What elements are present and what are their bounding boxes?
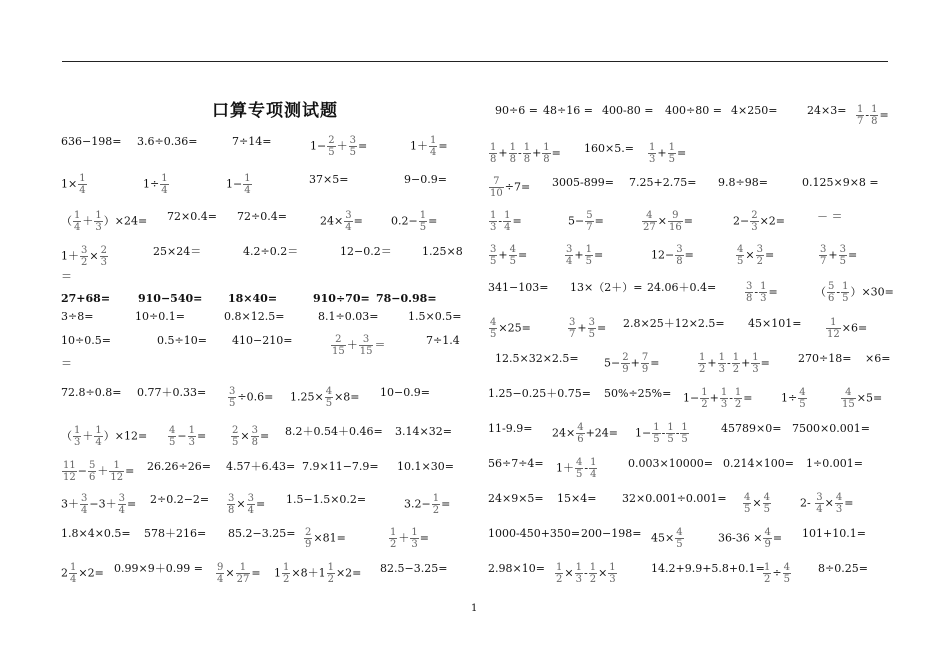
fraction: $\frac{5}{6}$ (88, 460, 96, 483)
exercise-item: 8.1÷0.03= (318, 310, 379, 323)
fraction: $\frac{3}{5}$ (839, 244, 846, 267)
fraction: $\frac{4}{5}$ (509, 244, 516, 267)
fraction: $\frac{1}{3}$ (74, 425, 81, 448)
exercise-item: $\frac{1}{2}$ × $\frac{1}{3}$ - $\frac{1}{2}$ × $\frac{1}{3}$ (556, 562, 616, 585)
exercise-item: 0.99×9＋0.99 = (114, 562, 203, 575)
fraction: $\frac{4}{5}$ (576, 457, 583, 480)
exercise-item: 12−0.2＝ (340, 245, 392, 258)
exercise-item: 0.8×12.5= (224, 310, 285, 323)
exercise-item: 1.25−0.25＋0.75= (488, 387, 591, 400)
exercise-item: － ＝ (817, 210, 843, 223)
exercise-item: 25×24＝ (153, 245, 202, 258)
exercise-item: 45× $\frac{4}{5}$ (651, 527, 683, 550)
exercise-item: 18×40= (228, 292, 278, 305)
exercise-item: $\frac{1}{3}$ - $\frac{1}{4}$ = (490, 210, 522, 233)
fraction: $\frac{4}{5}$ (763, 492, 770, 515)
fraction: $\frac{4}{6}$ (577, 422, 584, 445)
exercise-item: 200−198= (581, 527, 642, 540)
exercise-item: $\frac{3}{5}$ + $\frac{4}{5}$ = (490, 244, 528, 267)
exercise-item: $\frac{1}{2}$ ÷ $\frac{4}{5}$ (764, 562, 790, 585)
exercise-item: $\frac{1}{7}$ - $\frac{1}{8}$ = (857, 104, 889, 127)
exercise-item: 400-80 = (602, 104, 654, 117)
fraction: $\frac{3}{8}$ (228, 493, 235, 516)
fraction: $\frac{3}{7}$ (569, 317, 576, 340)
fraction: $\frac{3}{4}$ (816, 492, 823, 515)
exercise-item: 24× $\frac{3}{4}$ = (320, 210, 363, 233)
fraction: $\frac{4}{5}$ (744, 492, 751, 515)
exercise-item: $\frac{2}{9}$ ×81= (305, 527, 346, 550)
fraction: $\frac{1}{12}$ (827, 317, 840, 340)
fraction: $\frac{1}{2}$ (556, 562, 563, 585)
exercise-item: 3.2− $\frac{1}{2}$ = (404, 493, 451, 516)
exercise-item: 37×5= (309, 173, 349, 186)
exercise-item: 10÷0.1= (135, 310, 185, 323)
fraction: $\frac{3}{4}$ (566, 244, 573, 267)
exercise-item: $\frac{3}{7}$ + $\frac{3}{5}$ = (820, 244, 858, 267)
exercise-item: 1000-450+350= (488, 527, 581, 540)
fraction: $\frac{1}{5}$ (681, 422, 688, 445)
page-title: 口算专项测试题 (212, 101, 338, 121)
exercise-item: 10−0.9= (380, 386, 430, 399)
exercise-item: $\frac{3}{8}$ × $\frac{3}{4}$ = (228, 493, 266, 516)
exercise-item: 1÷ $\frac{1}{4}$ (143, 173, 168, 196)
fraction: $\frac{3}{7}$ (820, 244, 827, 267)
exercise-item: 1− $\frac{1}{4}$ (226, 173, 251, 196)
fraction: $\frac{1}{8}$ (543, 142, 550, 165)
exercise-item: 36-36 × $\frac{4}{9}$ = (718, 527, 783, 550)
exercise-item: ＝ (61, 270, 72, 283)
exercise-item: 1.5−1.5×0.2= (286, 493, 367, 506)
fraction: $\frac{5}{6}$ (828, 281, 835, 304)
exercise-item: 10÷0.5= (61, 334, 111, 347)
fraction: $\frac{1}{2}$ (283, 562, 290, 585)
exercise-item: 4×250= (731, 104, 778, 117)
exercise-item: 3005-899= (552, 176, 614, 189)
fraction: $\frac{1}{2}$ (764, 562, 771, 585)
fraction: $\frac{3}{4}$ (118, 493, 125, 516)
fraction: $\frac{3}{4}$ (81, 493, 88, 516)
exercise-item: $\frac{11}{12}$ − $\frac{5}{6}$ ＋ $\frac{1}{12}$ = (63, 460, 135, 483)
exercise-item: $\frac{3}{5}$ ÷0.6= (229, 386, 274, 409)
exercise-item: 9−0.9= (404, 173, 447, 186)
fraction: $\frac{1}{2}$ (699, 352, 706, 375)
fraction: $\frac{1}{3}$ (752, 352, 759, 375)
exercise-item: 45789×0= (721, 422, 782, 435)
exercise-item: 10.1×30= (397, 460, 454, 473)
exercise-item: 1.25×8 (422, 245, 463, 258)
exercise-item: 341−103= (488, 281, 549, 294)
exercise-item: 13×（2＋）= (570, 281, 643, 294)
fraction: $\frac{9}{4}$ (217, 562, 224, 585)
fraction: $\frac{1}{3}$ (411, 527, 418, 550)
exercise-item: 72×0.4= (167, 210, 217, 223)
exercise-item: 15×4= (557, 492, 597, 505)
exercise-item: $\frac{3}{7}$ + $\frac{3}{5}$ = (569, 317, 607, 340)
exercise-item: 2- $\frac{3}{4}$ × $\frac{4}{3}$ = (800, 492, 854, 515)
exercise-item: 7÷1.4 (426, 334, 460, 347)
exercise-item: 160×5.= (584, 142, 634, 155)
exercise-item: 3.6÷0.36= (137, 135, 198, 148)
exercise-item: 910÷70= (313, 292, 370, 305)
exercise-item: $\frac{4}{27}$ × $\frac{9}{16}$ = (643, 210, 693, 233)
exercise-item: 90÷6 = (495, 104, 538, 117)
exercise-item: 2.8×25＋12×2.5= (623, 317, 725, 330)
exercise-item: 14.2+9.9+5.8+0.1= (651, 562, 765, 575)
fraction: $\frac{4}{9}$ (764, 527, 771, 550)
fraction: $\frac{4}{5}$ (169, 425, 176, 448)
fraction: $\frac{1}{3}$ (760, 281, 767, 304)
exercise-item: 50%÷25%= (604, 387, 672, 400)
fraction: $\frac{1}{2}$ (390, 527, 397, 550)
fraction: $\frac{1}{5}$ (585, 244, 592, 267)
fraction: $\frac{1}{4}$ (504, 210, 511, 233)
fraction: $\frac{1}{4}$ (590, 457, 597, 480)
exercise-item: $\frac{3}{4}$ + $\frac{1}{5}$ = (566, 244, 604, 267)
exercise-item: 24.06＋0.4= (647, 281, 717, 294)
fraction: $\frac{4}{5}$ (799, 387, 806, 410)
page-number: 1 (471, 603, 478, 614)
exercise-item: 72.8÷0.8= (61, 386, 122, 399)
fraction: $\frac{1}{7}$ (857, 104, 864, 127)
fraction: $\frac{2}{3}$ (751, 210, 758, 233)
exercise-item: $\frac{2}{5}$ × $\frac{3}{8}$ = (232, 425, 270, 448)
fraction: $\frac{1}{4}$ (430, 135, 437, 158)
exercise-item: 24×9×5= (488, 492, 544, 505)
fraction: $\frac{1}{3}$ (188, 425, 195, 448)
exercise-item: $\frac{9}{4}$ × $\frac{1}{27}$ = (217, 562, 261, 585)
exercise-item: 24× $\frac{4}{6}$ +24= (552, 422, 619, 445)
exercise-item: 9.8÷98= (718, 176, 768, 189)
exercise-item: 101+10.1= (802, 527, 866, 540)
fraction: $\frac{1}{2}$ (701, 387, 708, 410)
exercise-item: 0.125×9×8 = (802, 176, 879, 189)
fraction: $\frac{1}{5}$ (419, 210, 427, 233)
exercise-item: 1− $\frac{1}{2}$ + $\frac{1}{3}$ - $\frac{1}{2}$ = (683, 387, 753, 410)
exercise-item: $\frac{1}{12}$ ×6= (827, 317, 868, 340)
fraction: $\frac{1}{5}$ (653, 422, 660, 445)
fraction: $\frac{2}{9}$ (305, 527, 312, 550)
exercise-item: 11-9.9= (488, 422, 533, 435)
header-rule (62, 61, 888, 62)
fraction: $\frac{4}{3}$ (835, 492, 843, 515)
exercise-item: 7.9×11−7.9= (302, 460, 379, 473)
exercise-item: $\frac{4}{5}$ × $\frac{4}{5}$ (744, 492, 770, 515)
fraction: $\frac{1}{8}$ (523, 142, 531, 165)
fraction: $\frac{7}{9}$ (641, 352, 649, 375)
fraction: $\frac{1}{3}$ (490, 210, 497, 233)
exercise-item: 2.98×10= (488, 562, 545, 575)
exercise-item: 12− $\frac{3}{8}$ = (651, 244, 694, 267)
exercise-item: 270÷18= (798, 352, 852, 365)
exercise-item: 24×3= (807, 104, 847, 117)
exercise-item: 72÷0.4= (237, 210, 287, 223)
exercise-item: 0.214×100= (723, 457, 794, 470)
exercise-item: 0.5÷10= (157, 334, 207, 347)
fraction: $\frac{3}{2}$ (81, 245, 88, 268)
exercise-item: 636−198= (61, 135, 122, 148)
fraction: $\frac{3}{8}$ (251, 425, 258, 448)
exercise-item: 1＋ $\frac{1}{4}$ = (410, 135, 448, 158)
fraction: $\frac{4}{5}$ (783, 562, 790, 585)
exercise-item: $\frac{4}{5}$ − $\frac{1}{3}$ = (169, 425, 207, 448)
fraction: $\frac{1}{4}$ (161, 173, 168, 196)
fraction: $\frac{3}{5}$ (588, 317, 595, 340)
exercise-item: 1 $\frac{1}{2}$ ×8＋1 $\frac{1}{2}$ ×2= (274, 562, 362, 585)
exercise-item: 1× $\frac{1}{4}$ (61, 173, 86, 196)
exercise-item: 1.5×0.5= (408, 310, 462, 323)
exercise-item: 1÷ $\frac{4}{5}$ (781, 387, 806, 410)
exercise-item: 410−210= (232, 334, 293, 347)
exercise-item: $\frac{1}{3}$ + $\frac{1}{5}$ = (649, 142, 687, 165)
fraction: $\frac{11}{12}$ (63, 460, 76, 483)
exercise-item: 45×101= (748, 317, 802, 330)
fraction: $\frac{1}{5}$ (668, 142, 675, 165)
exercise-item: 1− $\frac{1}{5}$ - $\frac{1}{5}$ - $\frac{1}{5}$ (635, 422, 688, 445)
fraction: $\frac{3}{8}$ (746, 281, 753, 304)
exercise-item: （ $\frac{5}{6}$ - $\frac{1}{5}$ ）×30= (815, 281, 894, 304)
exercise-item: 2÷0.2−2= (150, 493, 210, 506)
fraction: $\frac{4}{5}$ (490, 317, 497, 340)
fraction: $\frac{4}{5}$ (676, 527, 683, 550)
exercise-item: 26.26÷26= (147, 460, 211, 473)
exercise-item: 7÷14= (232, 135, 272, 148)
exercise-item: ＝ (61, 357, 72, 370)
fraction: $\frac{2}{5}$ (232, 425, 239, 448)
fraction: $\frac{1}{27}$ (236, 562, 250, 585)
exercise-item: 32×0.001÷0.001= (622, 492, 727, 505)
fraction: $\frac{1}{3}$ (649, 142, 656, 165)
fraction: $\frac{1}{8}$ (490, 142, 497, 165)
exercise-item: $\frac{1}{2}$ + $\frac{1}{3}$ - $\frac{1}{2}$ + $\frac{1}{3}$ = (699, 352, 770, 375)
fraction: $\frac{3}{4}$ (247, 493, 254, 516)
fraction: $\frac{4}{27}$ (643, 210, 656, 233)
exercise-item: 3.14×32= (395, 425, 452, 438)
fraction: $\frac{1}{8}$ (871, 104, 878, 127)
fraction: $\frac{1}{3}$ (95, 210, 102, 233)
exercise-item: $\frac{2}{15}$ ＋ $\frac{3}{15}$ ＝ (332, 334, 386, 357)
exercise-item: 1÷0.001= (806, 457, 863, 470)
exercise-item: 400÷80 = (665, 104, 722, 117)
fraction: $\frac{1}{4}$ (74, 210, 81, 233)
exercise-item: 12.5×32×2.5= (495, 352, 579, 365)
exercise-item: 5− $\frac{5}{7}$ = (568, 210, 604, 233)
fraction: $\frac{3}{8}$ (676, 244, 683, 267)
fraction: $\frac{1}{5}$ (667, 422, 674, 445)
fraction: $\frac{5}{7}$ (586, 210, 593, 233)
fraction: $\frac{7}{10}$ (490, 176, 503, 199)
exercise-item: $\frac{4}{5}$ × $\frac{3}{2}$ = (737, 244, 775, 267)
fraction: $\frac{1}{4}$ (95, 425, 102, 448)
fraction: $\frac{2}{5}$ (328, 135, 335, 158)
exercise-item: 4.2÷0.2＝ (243, 245, 299, 258)
exercise-item: 2 $\frac{1}{4}$ ×2= (61, 562, 104, 585)
exercise-item: 27+68= (61, 292, 111, 305)
exercise-item: 5− $\frac{2}{9}$ + $\frac{7}{9}$ = (604, 352, 660, 375)
exercise-item: $\frac{7}{10}$ ÷7= (490, 176, 531, 199)
exercise-item: 82.5−3.25= (380, 562, 448, 575)
fraction: $\frac{3}{4}$ (345, 210, 352, 233)
exercise-item: 7500×0.001= (792, 422, 870, 435)
fraction: $\frac{2}{9}$ (622, 352, 629, 375)
exercise-item: 1＋ $\frac{4}{5}$ - $\frac{1}{4}$ (556, 457, 597, 480)
fraction: $\frac{4}{15}$ (842, 387, 855, 410)
fraction: $\frac{1}{4}$ (70, 562, 77, 585)
exercise-item: 1− $\frac{2}{5}$ ＋ $\frac{3}{5}$ = (310, 135, 368, 158)
exercise-item: 0.2− $\frac{1}{5}$ = (391, 210, 438, 233)
fraction: $\frac{2}{3}$ (100, 245, 107, 268)
fraction: $\frac{9}{16}$ (668, 210, 682, 233)
exercise-item: $\frac{3}{8}$ - $\frac{1}{3}$ = (746, 281, 778, 304)
exercise-item: （ $\frac{1}{4}$ ＋ $\frac{1}{3}$ ）×24= (61, 210, 148, 233)
exercise-item: 0.003×10000= (628, 457, 713, 470)
fraction: $\frac{2}{15}$ (332, 334, 345, 357)
fraction: $\frac{3}{2}$ (756, 244, 763, 267)
fraction: $\frac{3}{5}$ (229, 386, 236, 409)
fraction: $\frac{1}{4}$ (79, 173, 86, 196)
fraction: $\frac{1}{4}$ (244, 173, 251, 196)
exercise-item: 910−540= (138, 292, 203, 305)
exercise-item: ×6= (865, 352, 891, 365)
exercise-item: （ $\frac{1}{3}$ ＋ $\frac{1}{4}$ ）×12= (61, 425, 148, 448)
exercise-item: $\frac{4}{15}$ ×5= (842, 387, 883, 410)
fraction: $\frac{4}{5}$ (737, 244, 744, 267)
exercise-item: 1＋ $\frac{3}{2}$ × $\frac{2}{3}$ (61, 245, 107, 268)
exercise-item: 56÷7÷4= (488, 457, 544, 470)
fraction: $\frac{1}{2}$ (327, 562, 334, 585)
exercise-item: $\frac{1}{8}$ + $\frac{1}{8}$ - $\frac{1}{8}$ + $\frac{1}{8}$ = (490, 142, 561, 165)
fraction: $\frac{1}{2}$ (732, 352, 740, 375)
exercise-item: 3＋ $\frac{3}{4}$ −3＋ $\frac{3}{4}$ = (61, 493, 137, 516)
exercise-item: 1.25× $\frac{4}{5}$ ×8= (290, 386, 360, 409)
exercise-item: $\frac{4}{5}$ ×25= (490, 317, 531, 340)
exercise-item: 2− $\frac{2}{3}$ ×2= (733, 210, 786, 233)
fraction: $\frac{1}{3}$ (575, 562, 582, 585)
exercise-item: 1.8×4×0.5= (61, 527, 131, 540)
exercise-item: 85.2−3.25= (228, 527, 296, 540)
exercise-item: 4.57＋6.43= (226, 460, 296, 473)
fraction: $\frac{3}{15}$ (359, 334, 373, 357)
fraction: $\frac{1}{5}$ (842, 281, 849, 304)
exercise-item: 578＋216= (144, 527, 207, 540)
exercise-item: 48÷16 = (543, 104, 593, 117)
fraction: $\frac{1}{3}$ (718, 352, 725, 375)
exercise-item: 7.25+2.75= (629, 176, 697, 189)
exercise-item: 3÷8= (61, 310, 94, 323)
fraction: $\frac{1}{2}$ (432, 493, 440, 516)
fraction: $\frac{3}{5}$ (490, 244, 497, 267)
fraction: $\frac{1}{2}$ (734, 387, 742, 410)
fraction: $\frac{3}{5}$ (349, 135, 356, 158)
fraction: $\frac{4}{5}$ (325, 386, 333, 409)
exercise-item: $\frac{1}{2}$ ＋ $\frac{1}{3}$ = (390, 527, 429, 550)
fraction: $\frac{1}{3}$ (720, 387, 728, 410)
exercise-item: 8.2＋0.54＋0.46= (285, 425, 383, 438)
fraction: $\frac{1}{8}$ (509, 142, 516, 165)
exercise-item: 78−0.98= (376, 292, 437, 305)
fraction: $\frac{1}{3}$ (609, 562, 616, 585)
fraction: $\frac{1}{12}$ (110, 460, 124, 483)
fraction: $\frac{1}{2}$ (589, 562, 597, 585)
exercise-item: 0.77＋0.33= (137, 386, 207, 399)
exercise-item: 8÷0.25= (818, 562, 868, 575)
